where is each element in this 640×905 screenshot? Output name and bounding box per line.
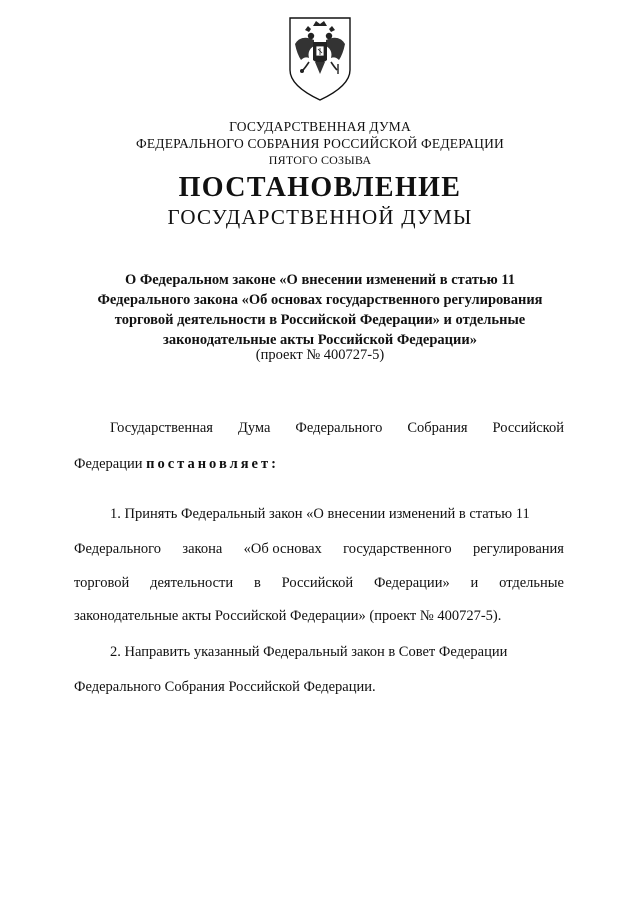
subject-line-3: торговой деятельности в Российской Федерации» и отдельные (114, 312, 526, 328)
item-2-line-1: 2. Направить указанный Федеральный закон в Совет Федерации (110, 644, 508, 660)
item-1-line-4: законодательные акты Российской Федерации» (проект № 400727-5). (74, 608, 502, 624)
document-title: ПОСТАНОВЛЕНИЕ (178, 172, 462, 203)
item-2-line-2: Федерального Собрания Российской Федерации. (74, 679, 376, 695)
subject-line-4: законодательные акты Российской Федерации» (163, 332, 477, 348)
preamble-line-1 (110, 421, 564, 436)
item-1-line-2 (74, 542, 564, 557)
item-word: регулирования (472, 541, 564, 557)
preamble-word: Государственная (110, 420, 213, 436)
item-word: и (470, 575, 479, 591)
resolution-subject (0, 270, 640, 350)
item-word: торговой (74, 575, 130, 591)
convocation-line: ПЯТОГО СОЗЫВА (268, 153, 372, 167)
item-word: в (253, 575, 261, 591)
russian-coat-of-arms-icon (287, 14, 353, 102)
preamble-word: Российской (492, 420, 564, 436)
item-word: отдельные (499, 575, 564, 591)
coat-of-arms-emblem (287, 14, 353, 102)
project-number: (проект № 400727-5) (255, 347, 385, 363)
org-name-line-2: ФЕДЕРАЛЬНОГО СОБРАНИЯ РОССИЙСКОЙ ФЕДЕРАЦИИ (136, 136, 504, 151)
subject-line-2: Федерального закона «Об основах государственного регулирования (97, 292, 543, 308)
item-word: «Об основах (243, 541, 322, 557)
item-word: закона (182, 541, 223, 557)
preamble-word: Федерального (295, 420, 383, 436)
preamble-word: Собрания (407, 420, 468, 436)
item-word: Федерации» (373, 575, 450, 591)
preamble-word: Дума (237, 420, 271, 436)
subject-line-1: О Федеральном законе «О внесении изменений в статью 11 (124, 272, 516, 288)
org-name-line-1: ГОСУДАРСТВЕННАЯ ДУМА (229, 119, 411, 134)
item-1-line-3 (74, 576, 564, 591)
item-word: государственного (343, 541, 452, 557)
preamble-line-2 (74, 457, 279, 472)
document-subtitle: ГОСУДАРСТВЕННОЙ ДУМЫ (167, 205, 473, 229)
preamble-word: Федерации (74, 456, 143, 472)
item-word: Российской (281, 575, 354, 591)
item-word: деятельности (150, 575, 234, 591)
item-word: Федерального (74, 541, 162, 557)
resolves-word: постановляет: (146, 456, 279, 472)
item-1-line-1: 1. Принять Федеральный закон «О внесении изменений в статью 11 (110, 506, 530, 522)
